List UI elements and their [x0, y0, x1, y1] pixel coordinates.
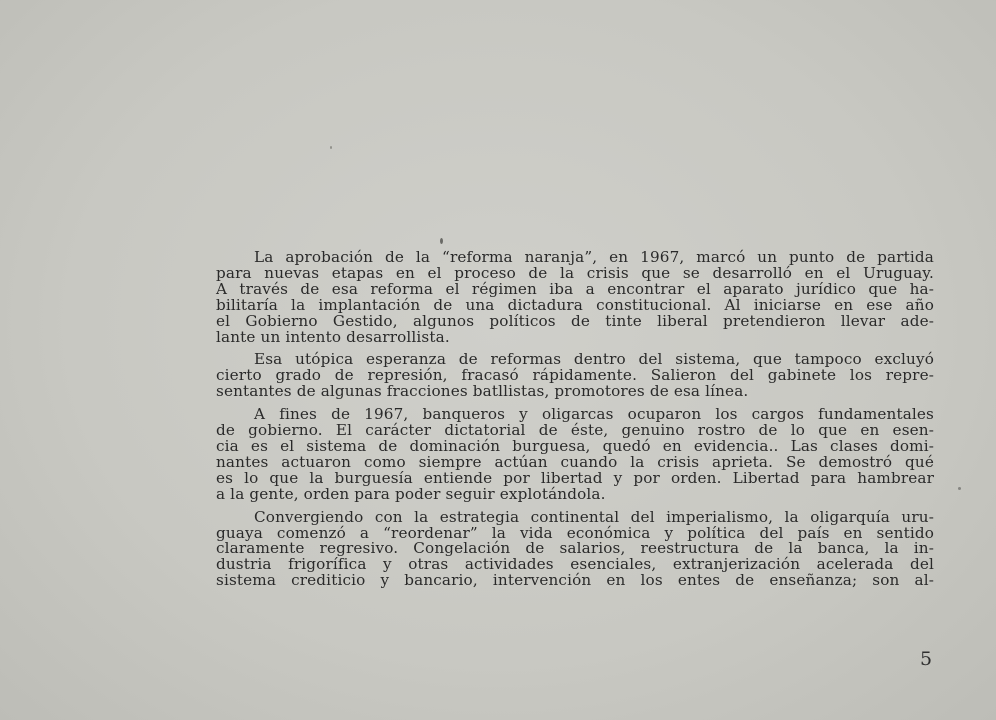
text-line: claramente regresivo. Congelación de salarios, reestructura de la banca, la in-: [216, 539, 934, 558]
text-line: para nuevas etapas en el proceso de la crisis que se desarrolló en el Uruguay.: [216, 263, 934, 282]
body-text: [216, 250, 934, 596]
page-number: 5: [920, 648, 933, 670]
paragraph-1: [216, 250, 934, 345]
text-line: sentantes de algunas fracciones batllistas, promotores de esa línea.: [216, 382, 749, 401]
text-line: a la gente, orden para poder seguir explotándola.: [216, 484, 606, 503]
text-line: de gobierno. El carácter dictatorial de éste, genuino rostro de lo que en esen-: [216, 421, 934, 440]
text-line: lante un intento desarrollista.: [216, 327, 450, 346]
ink-speck: [440, 238, 443, 244]
text-line: nantes actuaron como siempre actúan cuando la crisis aprieta. Se demostró qué: [216, 452, 934, 471]
ink-speck: [958, 487, 961, 490]
paragraph-4: [216, 507, 934, 590]
text-line: bilitaría la implantación de una dictadura constitucional. Al iniciarse en ese año: [216, 295, 934, 314]
text-line: dustria frigorífica y otras actividades esenciales, extranjerización acelerada del: [216, 555, 934, 574]
paragraph-2: [216, 352, 934, 400]
text-line: Esa utópica esperanza de reformas dentro del sistema, que tampoco excluyó: [254, 350, 934, 369]
ink-speck: [330, 146, 332, 149]
text-line: La aprobación de la “reforma naranja”, en 1967, marcó un punto de partida: [254, 248, 934, 266]
paragraph-3: [216, 407, 934, 502]
text-line: sistema crediticio y bancario, intervención en los entes de enseñanza; son al-: [216, 571, 934, 590]
text-line: el Gobierno Gestido, algunos políticos de tinte liberal pretendieron llevar ade-: [216, 311, 934, 330]
text-line: guaya comenzó a “reordenar” la vida económica y política del país en sentido: [216, 523, 934, 542]
text-line: cia es el sistema de dominación burguesa, quedó en evidencia.. Las clases domi-: [216, 436, 934, 455]
text-line: es lo que la burguesía entiende por libertad y por orden. Libertad para hambrear: [216, 468, 934, 487]
text-line: A través de esa reforma el régimen iba a encontrar el aparato jurídico que ha-: [216, 279, 934, 298]
text-line: cierto grado de represión, fracasó rápidamente. Salieron del gabinete los repre-: [216, 366, 934, 385]
text-line: A fines de 1967, banqueros y oligarcas ocuparon los cargos fundamentales: [254, 405, 934, 424]
text-line: Convergiendo con la estrategia continental del imperialismo, la oligarquía uru-: [254, 507, 934, 526]
